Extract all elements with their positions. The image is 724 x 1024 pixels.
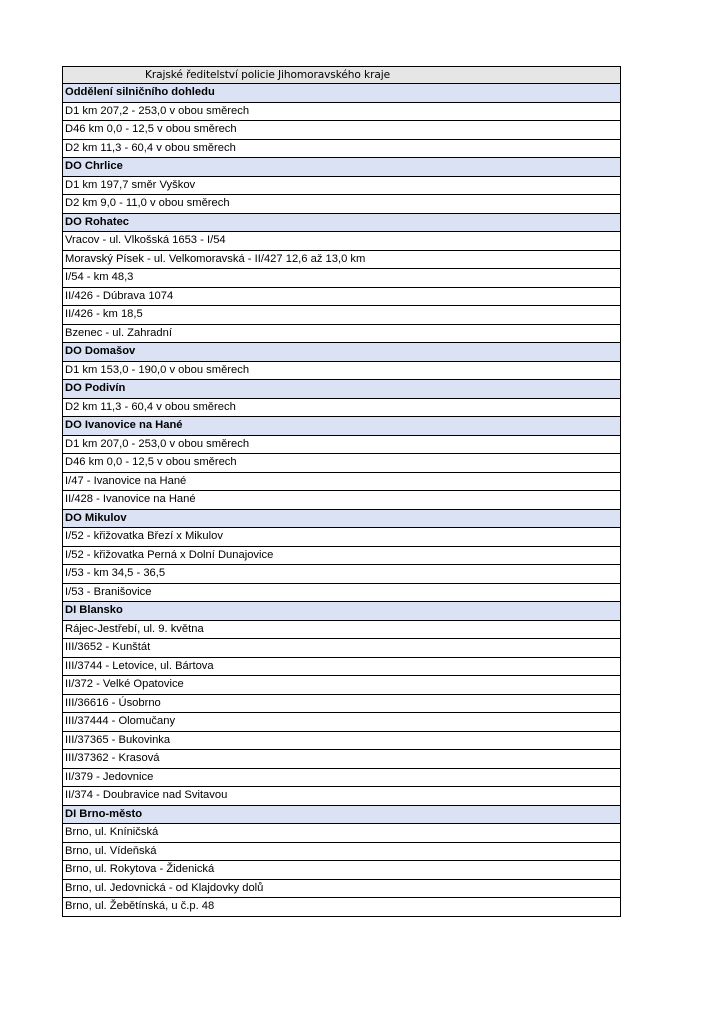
table-row <box>63 269 621 288</box>
title-row <box>63 67 621 84</box>
location-cell: Bzenec - ul. Zahradní <box>63 324 621 343</box>
table-row <box>63 361 621 380</box>
table-row <box>63 731 621 750</box>
section-header-row <box>63 602 621 621</box>
table-row <box>63 713 621 732</box>
location-cell: I/47 - Ivanovice na Hané <box>63 472 621 491</box>
section-header: DO Domašov <box>63 343 621 362</box>
location-cell: II/426 - Dúbrava 1074 <box>63 287 621 306</box>
table-row <box>63 657 621 676</box>
location-cell: Brno, ul. Vídeňská <box>63 842 621 861</box>
location-cell: I/52 - křižovatka Březí x Mikulov <box>63 528 621 547</box>
table-row <box>63 102 621 121</box>
section-header-row <box>63 343 621 362</box>
table-row <box>63 639 621 658</box>
table-row <box>63 898 621 917</box>
location-cell: I/53 - Branišovice <box>63 583 621 602</box>
section-header-row <box>63 417 621 436</box>
location-cell: D46 km 0,0 - 12,5 v obou směrech <box>63 454 621 473</box>
section-header-row <box>63 805 621 824</box>
table-row <box>63 454 621 473</box>
location-cell: I/54 - km 48,3 <box>63 269 621 288</box>
section-header-row <box>63 509 621 528</box>
location-cell: D1 km 207,2 - 253,0 v obou směrech <box>63 102 621 121</box>
table-row <box>63 195 621 214</box>
location-cell: Rájec-Jestřebí, ul. 9. května <box>63 620 621 639</box>
location-cell: III/3744 - Letovice, ul. Bártova <box>63 657 621 676</box>
table-row <box>63 546 621 565</box>
location-cell: D1 km 153,0 - 190,0 v obou směrech <box>63 361 621 380</box>
location-cell: II/374 - Doubravice nad Svitavou <box>63 787 621 806</box>
table-body <box>63 67 621 917</box>
table-row <box>63 842 621 861</box>
location-cell: II/379 - Jedovnice <box>63 768 621 787</box>
table-row <box>63 435 621 454</box>
table-row <box>63 565 621 584</box>
table-row <box>63 306 621 325</box>
section-header: DO Ivanovice na Hané <box>63 417 621 436</box>
table-row <box>63 472 621 491</box>
section-header: DO Rohatec <box>63 213 621 232</box>
location-cell: D2 km 9,0 - 11,0 v obou směrech <box>63 195 621 214</box>
section-header-row <box>63 158 621 177</box>
location-cell: III/37362 - Krasová <box>63 750 621 769</box>
location-cell: III/3652 - Kunštát <box>63 639 621 658</box>
location-cell: Brno, ul. Jedovnická - od Klajdovky dolů <box>63 879 621 898</box>
table-row <box>63 139 621 158</box>
location-cell: III/36616 - Úsobrno <box>63 694 621 713</box>
location-cell: Brno, ul. Rokytova - Židenická <box>63 861 621 880</box>
location-cell: D1 km 197,7 směr Vyškov <box>63 176 621 195</box>
section-header-row <box>63 213 621 232</box>
table-row <box>63 676 621 695</box>
table-row <box>63 620 621 639</box>
table-row <box>63 824 621 843</box>
location-cell: I/53 - km 34,5 - 36,5 <box>63 565 621 584</box>
table-row <box>63 528 621 547</box>
table-row <box>63 861 621 880</box>
table-title: Krajské ředitelství policie Jihomoravského kraje <box>63 67 621 84</box>
section-header: DO Chrlice <box>63 158 621 177</box>
section-header: DI Brno-město <box>63 805 621 824</box>
location-cell: D2 km 11,3 - 60,4 v obou směrech <box>63 398 621 417</box>
table-row <box>63 121 621 140</box>
location-cell: II/428 - Ivanovice na Hané <box>63 491 621 510</box>
section-header: Oddělení silničního dohledu <box>63 84 621 103</box>
section-header: DO Mikulov <box>63 509 621 528</box>
table-row <box>63 694 621 713</box>
section-header: DI Blansko <box>63 602 621 621</box>
table-row <box>63 768 621 787</box>
table-row <box>63 750 621 769</box>
location-cell: I/52 - křižovatka Perná x Dolní Dunajovice <box>63 546 621 565</box>
table-row <box>63 787 621 806</box>
location-cell: Vracov - ul. Vlkošská 1653 - I/54 <box>63 232 621 251</box>
table-row <box>63 491 621 510</box>
section-header-row <box>63 84 621 103</box>
location-cell: D1 km 207,0 - 253,0 v obou směrech <box>63 435 621 454</box>
location-cell: II/426 - km 18,5 <box>63 306 621 325</box>
table-row <box>63 287 621 306</box>
table-row <box>63 250 621 269</box>
table-row <box>63 879 621 898</box>
location-cell: III/37365 - Bukovinka <box>63 731 621 750</box>
location-cell: III/37444 - Olomučany <box>63 713 621 732</box>
table-row <box>63 398 621 417</box>
location-cell: D2 km 11,3 - 60,4 v obou směrech <box>63 139 621 158</box>
location-cell: D46 km 0,0 - 12,5 v obou směrech <box>63 121 621 140</box>
table-row <box>63 324 621 343</box>
location-cell: Brno, ul. Kníničská <box>63 824 621 843</box>
location-cell: II/372 - Velké Opatovice <box>63 676 621 695</box>
locations-table <box>62 66 621 917</box>
table-row <box>63 583 621 602</box>
table-row <box>63 176 621 195</box>
location-cell: Brno, ul. Žebětínská, u č.p. 48 <box>63 898 621 917</box>
location-cell: Moravský Písek - ul. Velkomoravská - II/427 12,6 až 13,0 km <box>63 250 621 269</box>
table-row <box>63 232 621 251</box>
section-header-row <box>63 380 621 399</box>
section-header: DO Podivín <box>63 380 621 399</box>
